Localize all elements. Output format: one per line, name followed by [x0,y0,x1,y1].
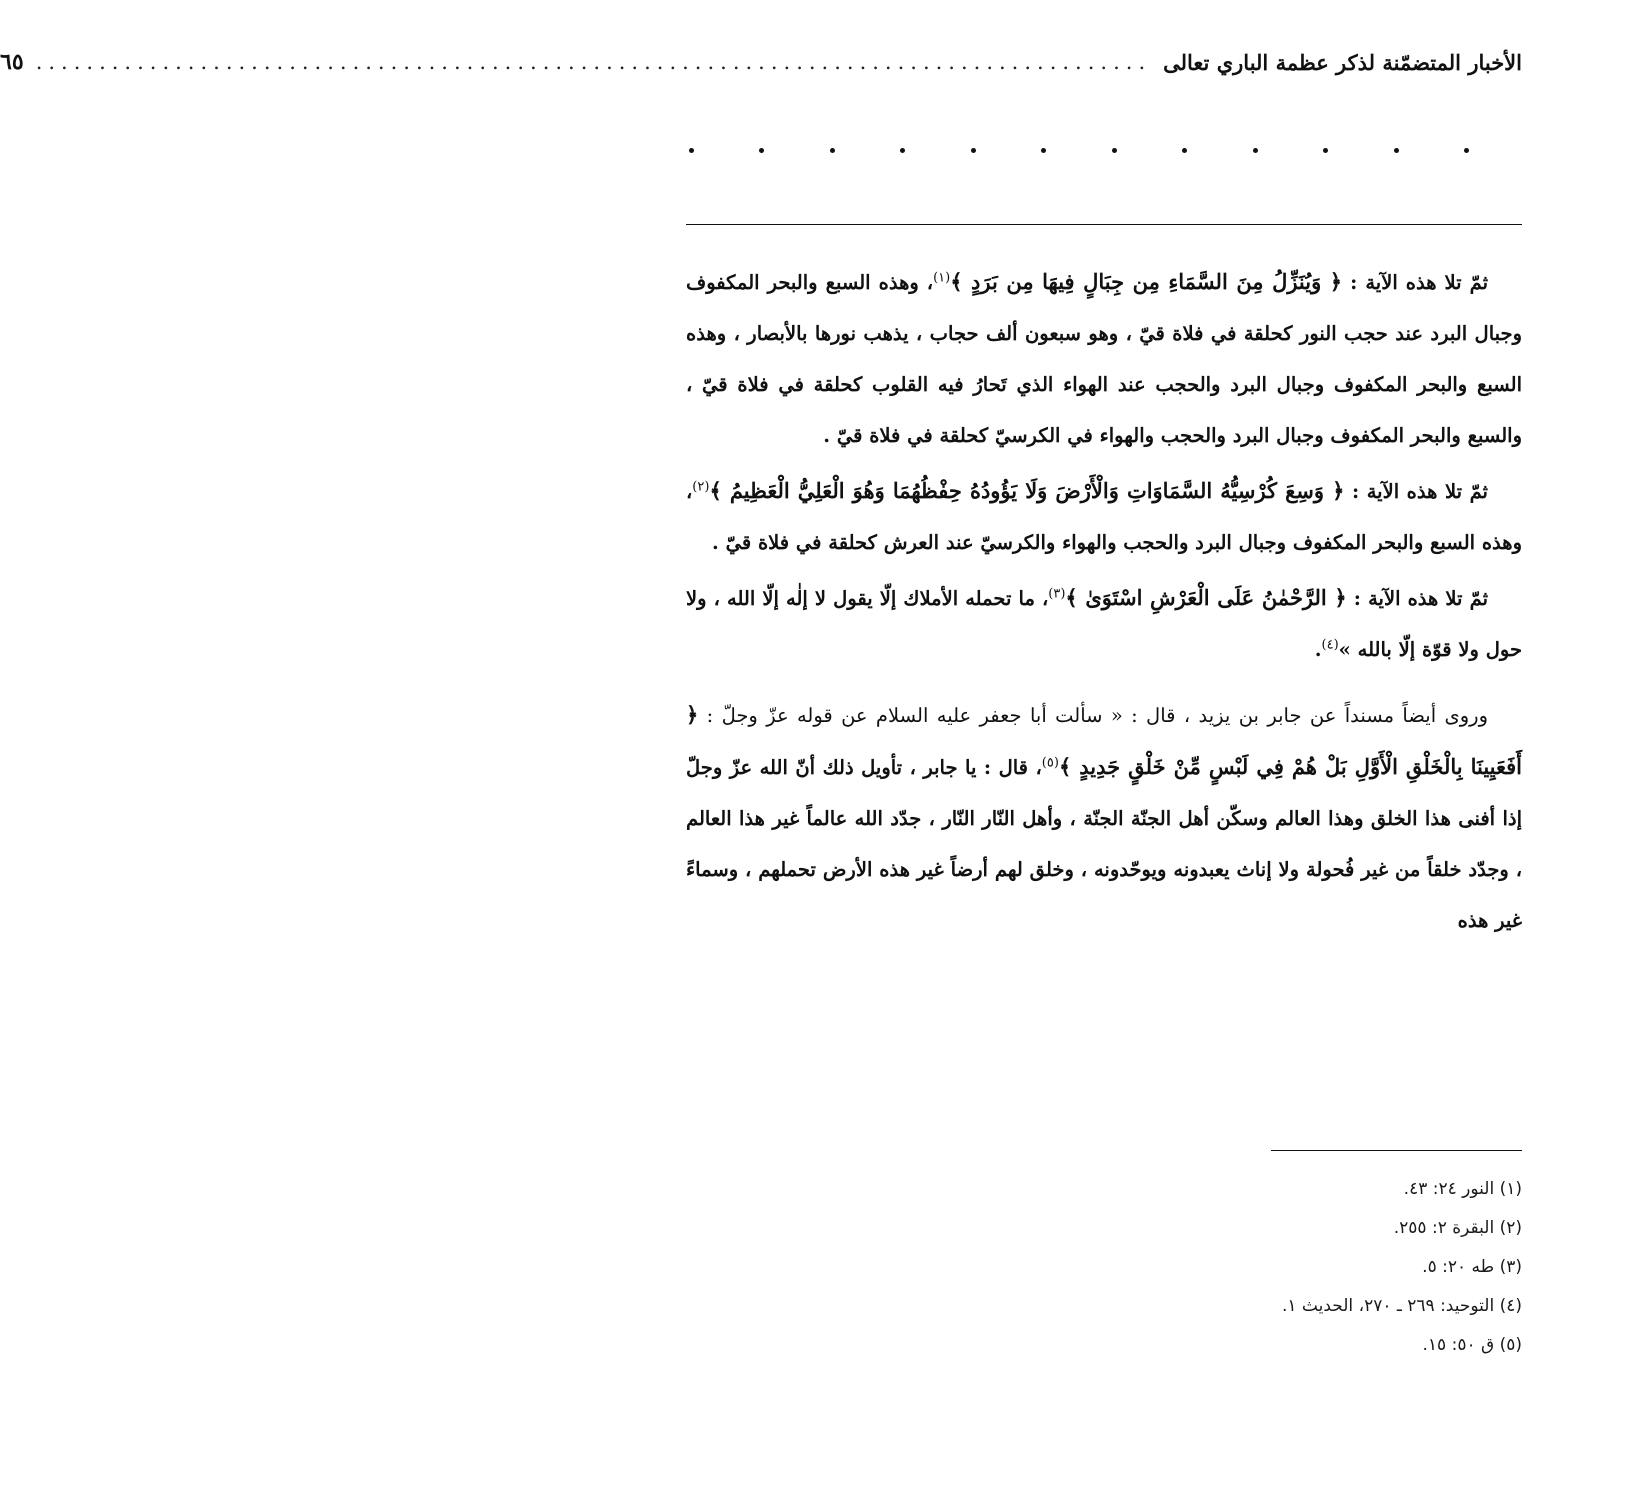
section-separator-dots [689,148,1469,153]
footnote-ref-2: (٢) [692,479,710,495]
separator-dot [1112,148,1117,153]
footnote-ref-5: (٥) [1041,755,1059,771]
header-title: الأخبار المتضمّنة لذكر عظمة الباري تعالى [1163,49,1522,75]
footnotes [1022,1170,1522,1365]
paragraph-1 [686,256,1522,461]
footnote-ref-3: (٣) [1048,586,1066,602]
paragraph-3 [686,572,1522,675]
footnote-ref-4: (٤) [1321,637,1339,653]
paragraph-2 [686,465,1522,568]
separator-dot [1464,148,1469,153]
paragraph-3-end: . [1314,638,1322,661]
paragraph-3-text: ، ما تحمله الأملاك إلّا يقول لا إلٰه إلّا الله ، ولا حول ولا قوّة إلّا بالله » [686,587,1522,661]
separator-dot [759,148,764,153]
header-rule [686,224,1522,225]
main-text [686,256,1522,950]
separator-dot [1394,148,1399,153]
footnote-4: (٤) التوحيد: ٢٦٩ ـ ٢٧٠، الحديث ١. [1281,1296,1522,1316]
paragraph-1-intro: ثمّ تلا هذه الآية : [1342,271,1488,294]
paragraph-4 [686,689,1522,946]
separator-dot [1253,148,1258,153]
footnote-5: (٥) ق ٥٠: ١٥. [1422,1335,1522,1355]
paragraph-2-text: ، وهذه السبع والبحر المكفوف وجبال البرد والحجب والهواء والكرسيّ عند العرش كحلقة في فلاة قيّ . [686,480,1522,554]
separator-dot [1041,148,1046,153]
running-header [0,42,1522,82]
footnote-rule [1271,1150,1522,1151]
quran-verse-2: ﴿ وَسِعَ كُرْسِيُّهُ السَّمَاوَاتِ وَالْأَرْضَ وَلَا يَؤُودُهُ حِفْظُهُمَا وَهُوَ الْعَلِيُّ الْعَظِيمُ ﴾ [709,478,1345,503]
footnote-1: (١) النور ٢٤: ٤٣. [1403,1179,1522,1199]
separator-dot [900,148,905,153]
separator-dot [689,148,694,153]
paragraph-3-intro: ثمّ تلا هذه الآية : [1346,587,1488,610]
paragraph-2-intro: ثمّ تلا هذه الآية : [1344,480,1488,503]
page-number: ٦٥ [0,49,24,75]
quran-verse-4: ﴿ أَفَعَيِينَا بِالْخَلْقِ الْأَوَّلِ بَلْ هُمْ فِي لَبْسٍ مِّنْ خَلْقٍ جَدِيدٍ ﴾ [686,702,1523,779]
paragraph-1-text: ، وهذه السبع والبحر المكفوف وجبال البرد عند حجب النور كحلقة في فلاة قيّ ، وهو سبعون ألف حجاب ، يذهب نورها بالأبصار ، وهذه السبع والبحر المكفوف وجبال البرد والحجب عند الهواء الذي تَحارُ فيه القلوب كحلقة في فلاة قيّ ، والسبع والبحر المكفوف وجبال البرد والحجب والهواء في الكرسيّ كحلقة في فلاة قيّ . [686,271,1522,447]
header-leader-dots: ........................................................................................ [35,50,1152,74]
quran-verse-1: ﴿ وَيُنَزِّلُ مِنَ السَّمَاءِ مِن جِبَالٍ فِيهَا مِن بَرَدٍ ﴾ [950,269,1343,294]
separator-dot [971,148,976,153]
separator-dot [1182,148,1187,153]
separator-dot [1323,148,1328,153]
footnote-3: (٣) طه ٢٠: ٥. [1422,1257,1522,1277]
quran-verse-3: ﴿ الرَّحْمٰنُ عَلَى الْعَرْشِ اسْتَوَىٰ ﴾ [1065,585,1347,610]
paragraph-4-intro: وروى أيضاً مسنداً عن جابر بن يزيد ، قال : « سألت أبا جعفر عليه السلام عن قوله عزّ وجلّ : [698,704,1488,727]
separator-dot [830,148,835,153]
paragraph-4-text: ، قال : يا جابر ، تأويل ذلك أنّ الله عزّ وجلّ إذا أفنى هذا الخلق وهذا العالم وسكّن أهل الجنّة الجنّة ، وأهل النّار النّار ، جدّد الله عالماً غير هذا العالم ، وجدّد خلقاً من غير فُحولة ولا إناث يعبدونه ويوحّدونه ، وخلق لهم أرضاً غير هذه الأرض تحملهم ، وسماءً غير هذه [686,756,1522,932]
footnote-2: (٢) البقرة ٢: ٢٥٥. [1393,1218,1522,1238]
footnote-ref-1: (١) [933,270,951,286]
